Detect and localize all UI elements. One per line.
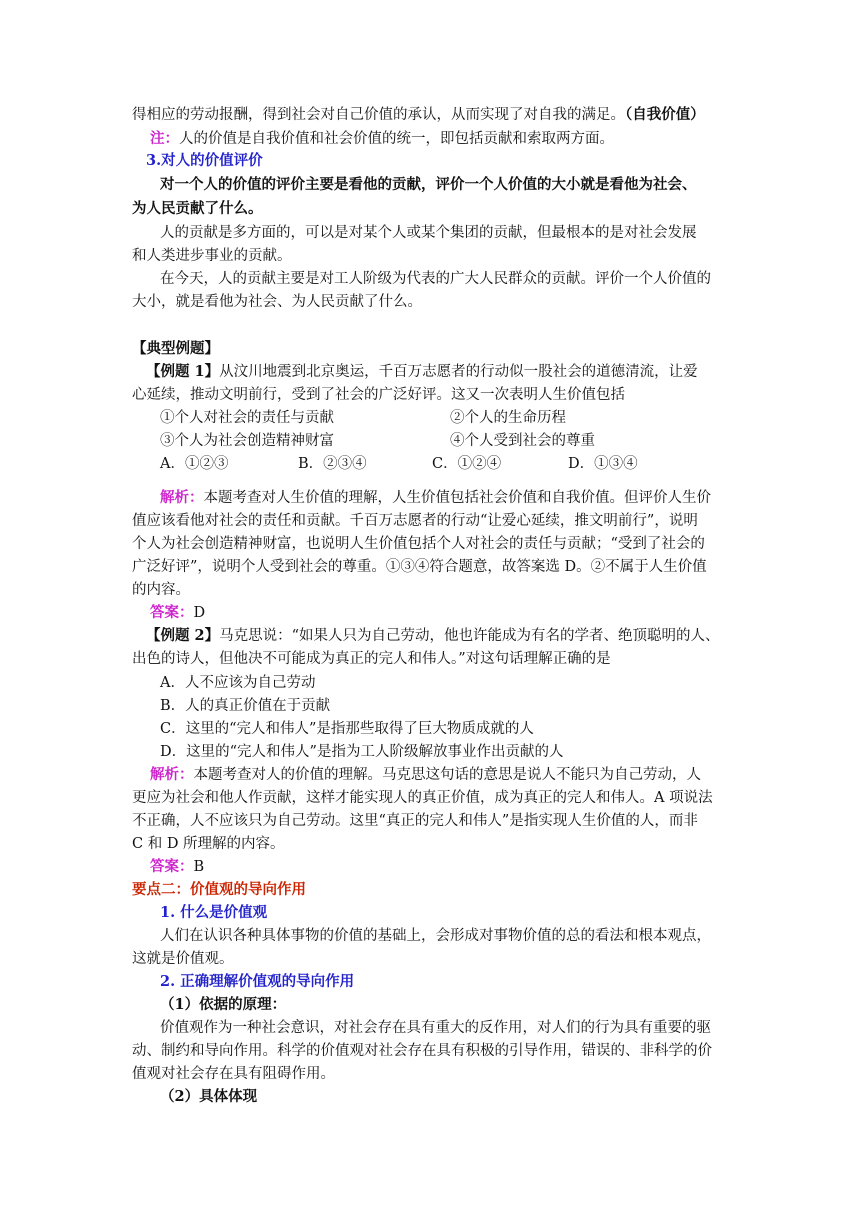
example-2-line: [146, 625, 720, 647]
analysis-line: 不正确，人不应该只为自己劳动。这里“真正的完人和伟人”是指实现人生价值的人，而非: [132, 813, 698, 829]
analysis-line: 广泛好评”，说明个人受到社会的尊重。①③④符合题意，故答案选 D。②不属于人生价值: [132, 559, 707, 575]
text: 得相应的劳动报酬，得到社会对自己价值的承认，从而实现了对自我的满足。: [132, 107, 625, 123]
choice-d: D．这里的“完人和伟人”是指为工人阶级解放事业作出贡献的人: [160, 744, 564, 760]
analysis-line: 个人为社会创造精神财富，也说明人生价值包括个人对社会的责任与贡献；“受到了社会的: [132, 536, 705, 552]
analysis-line: 值应该看他对社会的责任和贡献。千百万志愿者的行动“让爱心延续，推文明前行”，说明: [132, 513, 698, 529]
option-item: ③个人为社会创造精神财富: [160, 433, 334, 449]
analysis-line: [150, 764, 701, 786]
self-value-tag: （自我价值）: [625, 106, 705, 123]
analysis-line: [160, 487, 711, 509]
analysis-line: C 和 D 所理解的内容。: [132, 836, 285, 852]
text: 本题考查对人生价值的理解，人生价值包括社会价值和自我价值。但评价人生价: [203, 490, 711, 506]
paragraph-line: 价值观作为一种社会意识，对社会存在具有重大的反作用，对人们的行为具有重要的驱: [160, 1020, 711, 1036]
key-point-line: 对一个人的价值的评价主要是看他的贡献，评价一个人价值的大小就是看他为社会、: [160, 176, 697, 193]
choice-b: B．②③④: [298, 456, 367, 472]
key-point-line: 为人民贡献了什么。: [132, 200, 263, 217]
paragraph-line: [132, 104, 705, 126]
choice-b: B．人的真正价值在于贡献: [160, 698, 331, 714]
answer-value: D: [193, 605, 206, 621]
choice-a: A．①②③: [160, 456, 229, 472]
option-item: ①个人对社会的责任与贡献: [160, 410, 334, 426]
answer-value: B: [193, 859, 205, 875]
option-item: ④个人受到社会的尊重: [450, 433, 595, 449]
text: 本题考查对人的价值的理解。马克思这句话的意思是说人不能只为自己劳动，人: [193, 767, 701, 783]
analysis-label: 解析：: [150, 766, 194, 783]
note-text: 人的价值是自我价值和社会价值的统一，即包括贡献和索取两方面。: [179, 131, 614, 147]
subsection-heading: 1. 什么是价值观: [160, 904, 268, 921]
section-heading: 3.对人的价值评价: [146, 152, 263, 169]
paragraph-line: 人们在认识各种具体事物的价值的基础上，会形成对事物价值的总的看法和根本观点，: [160, 928, 711, 944]
text: 马克思说：“如果人只为自己劳动，他也许能成为有名的学者、绝顶聪明的人、: [219, 628, 720, 644]
sub-item-label: （2）具体体现: [160, 1088, 258, 1105]
example-1-line: 心延续，推动文明前行，受到了社会的广泛好评。这又一次表明人生价值包括: [132, 387, 625, 403]
paragraph-line: 动、制约和导向作用。科学的价值观对社会存在具有积极的引导作用，错误的、非科学的价: [132, 1043, 712, 1059]
option-item: ②个人的生命历程: [450, 410, 566, 426]
answer-label: 答案：: [150, 858, 194, 875]
paragraph-line: 这就是价值观。: [132, 951, 234, 967]
sub-item-label: （1）依据的原理：: [160, 996, 287, 1013]
answer-label: 答案：: [150, 604, 194, 621]
choice-d: D．①③④: [568, 456, 638, 472]
choice-c: C．①②④: [432, 456, 502, 472]
example-label: 【例题 1】: [146, 363, 220, 380]
example-label: 【例题 2】: [146, 627, 220, 644]
analysis-label: 解析：: [160, 489, 204, 506]
paragraph-line: 在今天，人的贡献主要是对工人阶级为代表的广大人民群众的贡献。评价一个人价值的: [160, 271, 711, 287]
choice-c: C．这里的“完人和伟人”是指那些取得了巨大物质成就的人: [160, 721, 534, 737]
note-label: 注：: [150, 130, 179, 147]
examples-heading: 【典型例题】: [132, 340, 219, 357]
paragraph-line: 大小，就是看他为社会、为人民贡献了什么。: [132, 294, 422, 310]
analysis-line: 更应为社会和他人作贡献，这样才能实现人的真正价值，成为真正的完人和伟人。A 项说法: [132, 790, 713, 806]
example-1-line: [146, 361, 698, 383]
paragraph-line: 人的贡献是多方面的，可以是对某个人或某个集团的贡献，但最根本的是对社会发展: [160, 225, 697, 241]
example-2-line: 出色的诗人，但他决不可能成为真正的完人和伟人。”对这句话理解正确的是: [132, 651, 611, 667]
answer-line: [150, 856, 204, 878]
choice-a: A．人不应该为自己劳动: [160, 675, 316, 691]
text: 从汶川地震到北京奥运，千百万志愿者的行动似一股社会的道德清流，让爱: [219, 364, 698, 380]
answer-line: [150, 602, 205, 624]
analysis-line: 的内容。: [132, 582, 190, 598]
subsection-heading: 2. 正确理解价值观的导向作用: [160, 973, 355, 990]
key-point-heading: 要点二：价值观的导向作用: [132, 881, 306, 898]
paragraph-line: 和人类进步事业的贡献。: [132, 248, 292, 264]
paragraph-line: 值观对社会存在具有阻碍作用。: [132, 1066, 335, 1082]
note-line: [150, 128, 614, 150]
